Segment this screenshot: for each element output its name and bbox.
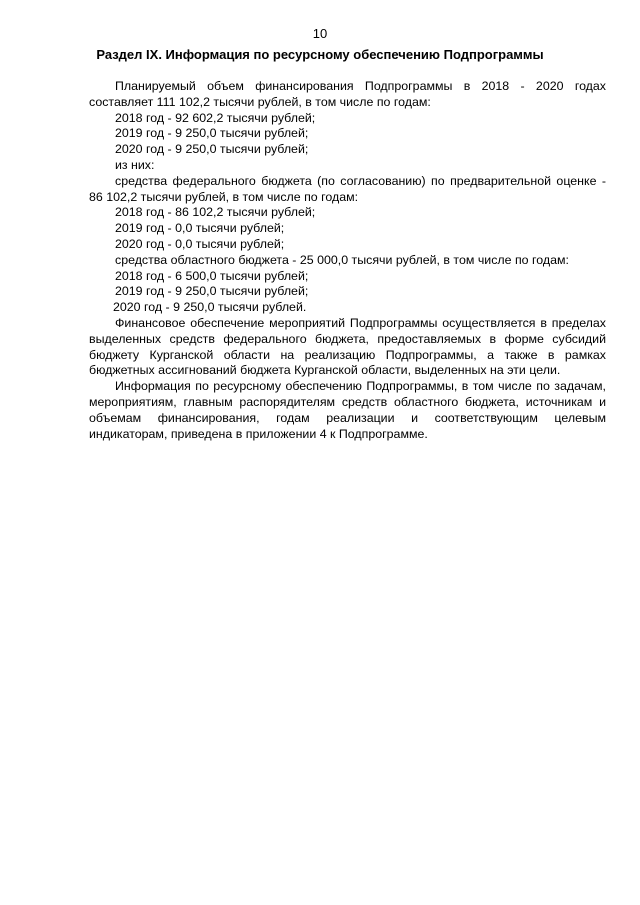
regional-budget-paragraph: средства областного бюджета - 25 000,0 тысячи рублей, в том числе по годам: bbox=[115, 252, 569, 267]
regional-year-2018: 2018 год - 6 500,0 тысячи рублей; bbox=[115, 268, 309, 283]
financing-paragraph: Финансовое обеспечение мероприятий Подпрограммы осуществляется в пределах выделенных средств федерального бюджета, предоставляемых в форме субсидий бюджету Курганской области на реализацию Подпрограммы, а также в рамках бюджетных ассигнований бюджета Курганской области, выделенных на эти цели. bbox=[89, 315, 606, 378]
regional-year-2019: 2019 год - 9 250,0 тысячи рублей; bbox=[115, 284, 309, 299]
page-number: 10 bbox=[312, 26, 328, 41]
total-financing-paragraph: Планируемый объем финансирования Подпрограммы в 2018 - 2020 годах составляет 111 102,2 тысячи рублей, в том числе по годам: bbox=[89, 79, 606, 109]
total-year-2018: 2018 год - 92 602,2 тысячи рублей; bbox=[115, 110, 316, 125]
resource-info-paragraph: Информация по ресурсному обеспечению Подпрограммы, в том числе по задачам, мероприятиям, главным распорядителям средств областного бюджета, источникам и объемам финансирования, годам реализации и соответствующим целевым индикаторам, приведена в приложении 4 к Подпрограмме. bbox=[89, 379, 606, 441]
section-title: Раздел IX. Информация по ресурсному обеспечению Подпрограммы bbox=[96, 47, 544, 62]
federal-year-2020: 2020 год - 0,0 тысячи рублей; bbox=[115, 236, 285, 251]
total-year-2020: 2020 год - 9 250,0 тысячи рублей; bbox=[115, 142, 309, 157]
federal-year-2019: 2019 год - 0,0 тысячи рублей; bbox=[115, 221, 285, 236]
total-year-2019: 2019 год - 9 250,0 тысячи рублей; bbox=[115, 126, 309, 141]
of-which-label: из них: bbox=[115, 157, 155, 172]
federal-budget-paragraph: средства федерального бюджета (по согласованию) по предварительной оценке - 86 102,2 тысячи рублей, в том числе по годам: bbox=[89, 173, 606, 204]
document-body bbox=[89, 79, 606, 442]
regional-year-2020: 2020 год - 9 250,0 тысячи рублей. bbox=[113, 300, 307, 315]
federal-year-2018: 2018 год - 86 102,2 тысячи рублей; bbox=[115, 205, 316, 220]
